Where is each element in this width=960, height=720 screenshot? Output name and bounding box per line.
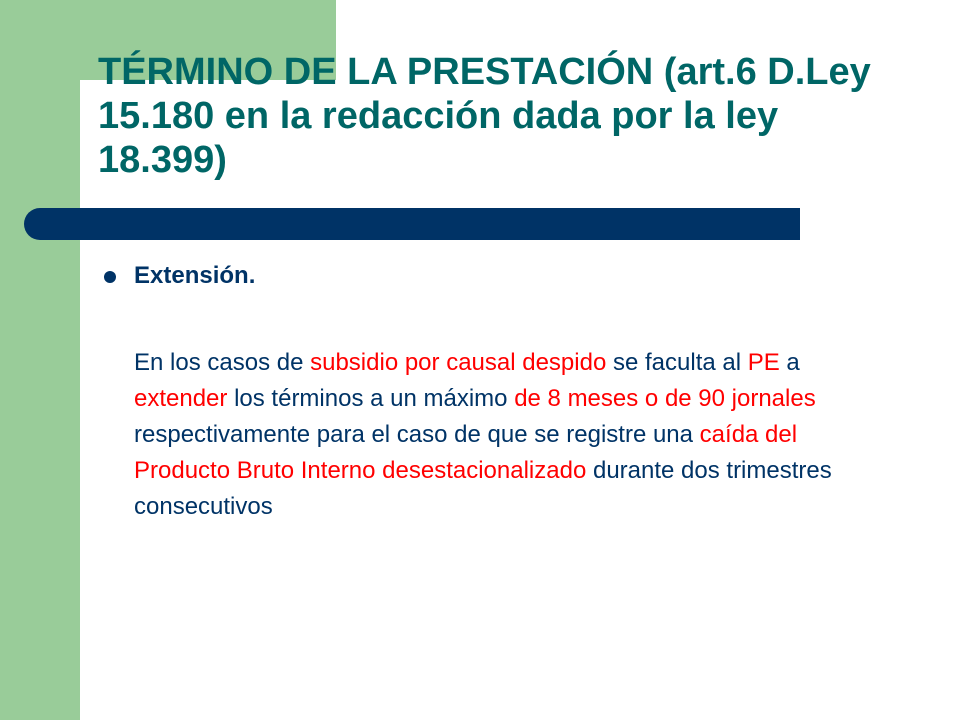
body-text-segment: los términos a un máximo xyxy=(227,385,515,412)
body-text-segment: a xyxy=(779,349,800,376)
body-text-segment: respectivamente para el caso de que se registre una xyxy=(134,421,700,448)
bullet-heading: Extensión. xyxy=(134,262,256,289)
body-paragraph xyxy=(134,345,854,525)
body-text-segment: durante dos trimestres consecutivos xyxy=(134,457,832,520)
slide-title: TÉRMINO DE LA PRESTACIÓN (art.6 D.Ley 15.180 en la redacción dada por la ley 18.399) xyxy=(98,51,871,181)
bullet-dot-icon xyxy=(104,271,116,283)
body-text-segment: se faculta al xyxy=(606,349,748,376)
highlight-pe: PE xyxy=(747,349,780,376)
highlight-meses-jornales: de 8 meses o de 90 jornales xyxy=(514,385,816,412)
body-text-segment: En los casos de xyxy=(134,349,311,376)
highlight-subsidio: subsidio por causal despido xyxy=(310,349,607,376)
highlight-caida-pbi: caída del Producto Bruto Interno desestacionalizado xyxy=(134,421,798,484)
title-divider-bar xyxy=(24,208,800,240)
highlight-extender: extender xyxy=(134,385,228,412)
bullet-item xyxy=(104,258,864,294)
green-side-band xyxy=(0,0,80,720)
